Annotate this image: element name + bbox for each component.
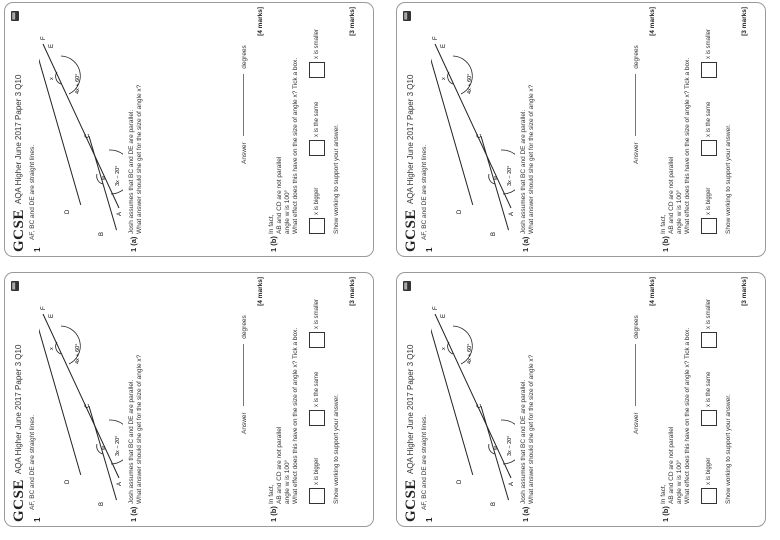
option-smaller[interactable]: x is smaller: [309, 299, 325, 348]
point-f-label: F: [41, 36, 47, 40]
point-b-label: B: [99, 501, 105, 506]
answer-row: [633, 45, 640, 164]
worksheet-card-3: [4, 272, 374, 527]
question-number: 1: [425, 517, 434, 522]
part-a-label: 1 (a): [521, 506, 530, 522]
angle-4x-label: 4x + 60°: [75, 343, 81, 364]
point-f-label: F: [433, 306, 439, 310]
part-b-marks: [3 marks]: [741, 7, 748, 36]
point-a-label: A: [509, 481, 515, 486]
option-bigger[interactable]: x is bigger: [309, 188, 325, 234]
checkbox[interactable]: [701, 62, 717, 78]
part-a-question: Josh assumes that BC and DE are parallel. What answer should she get for the size of angle x?: [520, 84, 535, 234]
gcse-logo: GCSE: [11, 479, 27, 522]
intro-text: AF, BC and DE are straight lines.: [29, 144, 36, 240]
point-e-label: E: [441, 313, 447, 318]
show-working-text: Show working to support your answer.: [725, 394, 732, 504]
answer-row: [633, 315, 640, 434]
question-number: 1: [425, 247, 434, 252]
worksheet-card-1: [4, 2, 374, 257]
option-smaller[interactable]: x is smaller: [701, 299, 717, 348]
answer-unit: degrees: [633, 315, 640, 339]
question-number: 1: [33, 517, 42, 522]
part-b-marks: [3 marks]: [349, 277, 356, 306]
answer-label: Answer: [241, 412, 248, 434]
worksheet-content: [5, 273, 374, 527]
question-source-title: AQA Higher June 2017 Paper 3 Q10: [14, 74, 23, 204]
point-c-label: C: [477, 403, 483, 408]
question-number: 1: [33, 247, 42, 252]
checkbox[interactable]: [701, 140, 717, 156]
point-e-label: E: [49, 313, 55, 318]
tick-box-row: [701, 12, 719, 234]
part-a-label: 1 (a): [129, 236, 138, 252]
answer-unit: degrees: [241, 45, 248, 69]
worksheet-card-2: [396, 2, 766, 257]
angle-diagram: [431, 18, 515, 244]
point-a-label: A: [117, 481, 123, 486]
part-b-marks: [3 marks]: [741, 277, 748, 306]
point-e-label: E: [441, 43, 447, 48]
checkbox[interactable]: [701, 488, 717, 504]
answer-input-line[interactable]: [635, 345, 636, 407]
gcse-logo: GCSE: [403, 479, 419, 522]
option-same[interactable]: x is the same: [309, 102, 325, 156]
point-c-label: C: [85, 403, 91, 408]
answer-row: [241, 45, 248, 164]
answer-label: Answer: [633, 142, 640, 164]
angle-diagram: [39, 288, 123, 514]
checkbox[interactable]: [309, 218, 325, 234]
part-a-question: Josh assumes that BC and DE are parallel. What answer should she get for the size of angle x?: [128, 84, 143, 234]
question-source-title: AQA Higher June 2017 Paper 3 Q10: [406, 74, 415, 204]
part-a-question: Josh assumes that BC and DE are parallel. What answer should she get for the size of angle x?: [128, 354, 143, 504]
question-source-title: AQA Higher June 2017 Paper 3 Q10: [406, 344, 415, 474]
mobile-phone-icon: [401, 280, 413, 292]
point-e-label: E: [49, 43, 55, 48]
point-d-label: D: [65, 479, 71, 484]
part-b-label: 1 (b): [661, 236, 670, 252]
worksheet-content: [397, 3, 766, 257]
answer-label: Answer: [241, 142, 248, 164]
part-b-text: In fact, AB and CD are not parallel angle w is 100° What effect does this have on the size of angle x? Tick a box.: [268, 57, 299, 234]
option-bigger[interactable]: x is bigger: [701, 458, 717, 504]
angle-4x-label: 4x + 60°: [467, 73, 473, 94]
angle-w-label: w: [493, 446, 499, 450]
part-a-marks: [4 marks]: [649, 277, 656, 306]
part-b-label: 1 (b): [661, 506, 670, 522]
point-d-label: D: [65, 209, 71, 214]
part-b-label: 1 (b): [269, 236, 278, 252]
angle-w-label: w: [493, 176, 499, 180]
part-a-marks: [4 marks]: [649, 7, 656, 36]
part-b-text: In fact, AB and CD are not parallel angle w is 100° What effect does this have on the size of angle x? Tick a box.: [660, 57, 691, 234]
checkbox[interactable]: [309, 488, 325, 504]
point-c-label: C: [85, 133, 91, 138]
checkbox[interactable]: [309, 140, 325, 156]
answer-input-line[interactable]: [243, 75, 244, 137]
point-f-label: F: [433, 36, 439, 40]
option-same[interactable]: x is the same: [701, 102, 717, 156]
checkbox[interactable]: [701, 332, 717, 348]
answer-input-line[interactable]: [635, 75, 636, 137]
worksheet-content: [397, 273, 766, 527]
mobile-phone-icon: [9, 10, 21, 22]
mobile-phone-icon: [401, 10, 413, 22]
option-bigger[interactable]: x is bigger: [309, 458, 325, 504]
angle-4x-label: 4x + 60°: [467, 343, 473, 364]
angle-3x-label: 3x − 20°: [115, 165, 121, 186]
part-b-text: In fact, AB and CD are not parallel angle w is 100° What effect does this have on the size of angle x? Tick a box.: [268, 327, 299, 504]
part-a-label: 1 (a): [521, 236, 530, 252]
part-b-text: In fact, AB and CD are not parallel angle w is 100° What effect does this have on the size of angle x? Tick a box.: [660, 327, 691, 504]
intro-text: AF, BC and DE are straight lines.: [421, 414, 428, 510]
angle-4x-label: 4x + 60°: [75, 73, 81, 94]
point-f-label: F: [41, 306, 47, 310]
angle-w-label: w: [101, 446, 107, 450]
point-b-label: B: [491, 501, 497, 506]
checkbox[interactable]: [701, 218, 717, 234]
checkbox[interactable]: [309, 332, 325, 348]
part-a-question: Josh assumes that BC and DE are parallel. What answer should she get for the size of angle x?: [520, 354, 535, 504]
point-b-label: B: [491, 231, 497, 236]
angle-x-label: x: [441, 347, 447, 350]
part-a-marks: [4 marks]: [257, 7, 264, 36]
option-same[interactable]: x is the same: [309, 372, 325, 426]
part-b-marks: [3 marks]: [349, 7, 356, 36]
part-a-marks: [4 marks]: [257, 277, 264, 306]
option-bigger[interactable]: x is bigger: [701, 188, 717, 234]
show-working-text: Show working to support your answer.: [333, 124, 340, 234]
worksheet-card-4: [396, 272, 766, 527]
angle-w-label: w: [101, 176, 107, 180]
tick-box-row: [309, 12, 327, 234]
angle-3x-label: 3x − 20°: [507, 435, 513, 456]
angle-diagram: [39, 18, 123, 244]
option-smaller[interactable]: x is smaller: [701, 29, 717, 78]
option-smaller[interactable]: x is smaller: [309, 29, 325, 78]
checkbox[interactable]: [309, 410, 325, 426]
gcse-logo: GCSE: [403, 209, 419, 252]
intro-text: AF, BC and DE are straight lines.: [421, 144, 428, 240]
answer-input-line[interactable]: [243, 345, 244, 407]
point-d-label: D: [457, 479, 463, 484]
answer-label: Answer: [633, 412, 640, 434]
checkbox[interactable]: [701, 410, 717, 426]
angle-3x-label: 3x − 20°: [115, 435, 121, 456]
angle-x-label: x: [49, 347, 55, 350]
point-a-label: A: [509, 211, 515, 216]
point-d-label: D: [457, 209, 463, 214]
answer-row: [241, 315, 248, 434]
intro-text: AF, BC and DE are straight lines.: [29, 414, 36, 510]
point-c-label: C: [477, 133, 483, 138]
point-a-label: A: [117, 211, 123, 216]
angle-x-label: x: [441, 77, 447, 80]
point-b-label: B: [99, 231, 105, 236]
tick-box-row: [701, 282, 719, 504]
mobile-phone-icon: [9, 280, 21, 292]
checkbox[interactable]: [309, 62, 325, 78]
answer-unit: degrees: [633, 45, 640, 69]
show-working-text: Show working to support your answer.: [725, 124, 732, 234]
option-same[interactable]: x is the same: [701, 372, 717, 426]
show-working-text: Show working to support your answer.: [333, 394, 340, 504]
part-a-label: 1 (a): [129, 506, 138, 522]
angle-x-label: x: [49, 77, 55, 80]
part-b-label: 1 (b): [269, 506, 278, 522]
angle-3x-label: 3x − 20°: [507, 165, 513, 186]
gcse-logo: GCSE: [11, 209, 27, 252]
worksheet-content: [5, 3, 374, 257]
tick-box-row: [309, 282, 327, 504]
question-source-title: AQA Higher June 2017 Paper 3 Q10: [14, 344, 23, 474]
answer-unit: degrees: [241, 315, 248, 339]
angle-diagram: [431, 288, 515, 514]
